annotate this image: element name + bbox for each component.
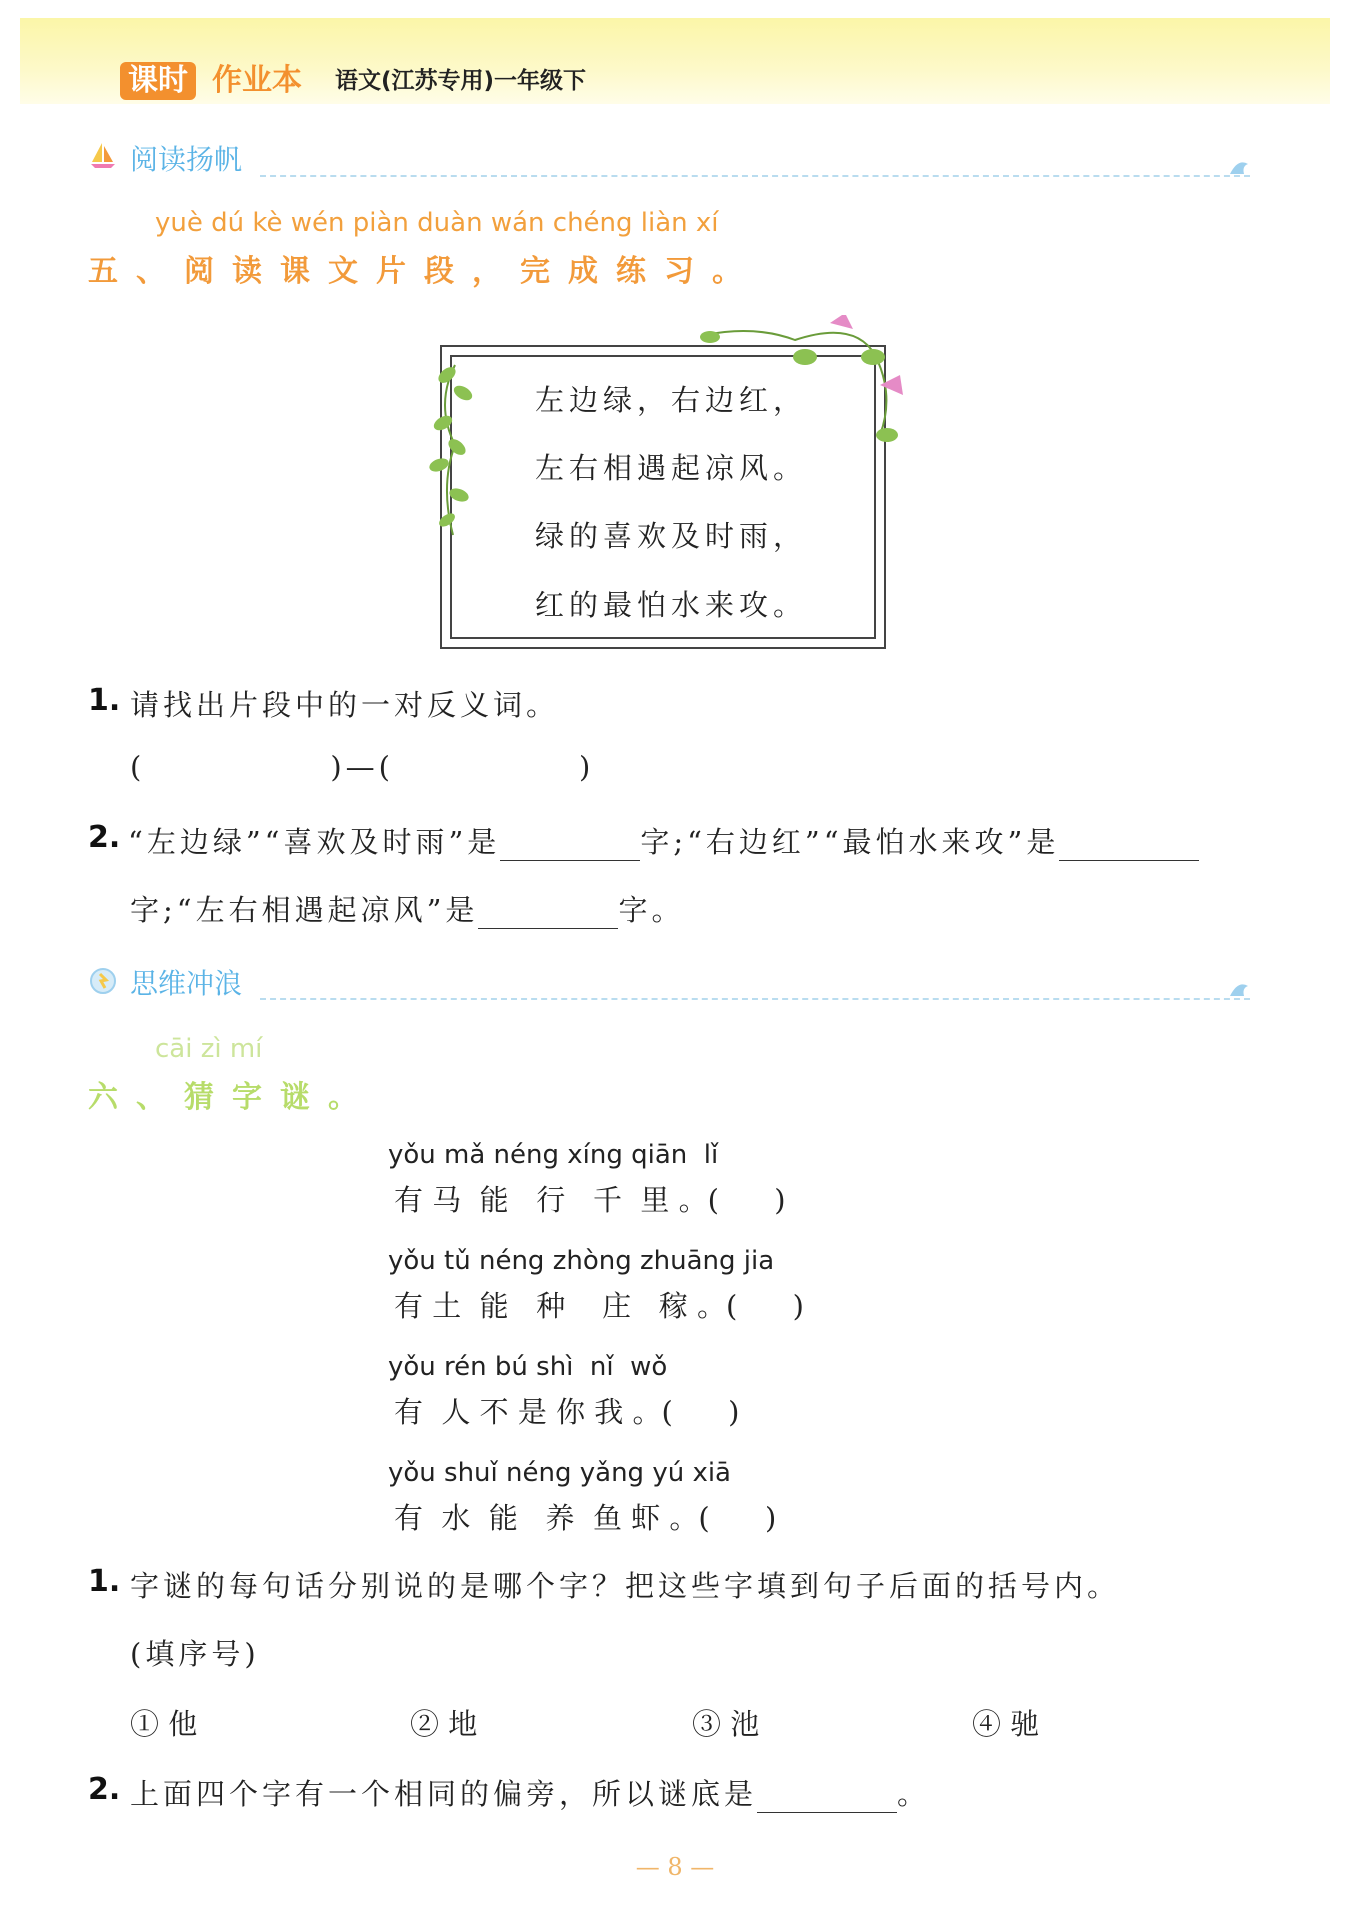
question-number: 1. [88, 683, 121, 718]
riddle-pinyin: yǒu mǎ néng xíng qiān lǐ [388, 1140, 719, 1170]
answer-blank[interactable] [500, 830, 640, 861]
q2-text-part: 字;“右边红”“最怕水来攻”是 [640, 825, 1060, 859]
poem-line: 左边绿，右边红， [535, 383, 808, 417]
antonym-answer-blanks[interactable]: ( )—( ) [130, 750, 595, 784]
q2-text-part: 上面四个字有一个相同的偏旁，所以谜底是 [130, 1777, 758, 1811]
question-text [130, 888, 684, 929]
question-note: (填序号) [130, 1637, 260, 1671]
question-number: 2. [88, 1772, 121, 1807]
riddle-text: 有 土 能 种 庄 稼 。( ) [394, 1289, 804, 1323]
q2-text-part: “左边绿”“喜欢及时雨”是 [128, 825, 501, 859]
poem-line: 绿的喜欢及时雨， [535, 519, 808, 553]
answer-blank[interactable] [1059, 830, 1199, 861]
option-2: ② 地 [410, 1707, 478, 1741]
q2-text-part: 字。 [618, 893, 685, 927]
question-text [130, 1772, 930, 1813]
section-divider [260, 998, 1250, 1000]
question-number: 2. [88, 820, 121, 855]
section-title-thinking: 思维冲浪 [130, 967, 243, 1000]
riddle-text: 有 人 不 是 你 我 。( ) [394, 1395, 740, 1429]
answer-blank[interactable] [757, 1782, 897, 1813]
option-1: ① 他 [130, 1707, 198, 1741]
question-title-5: 五、阅读课文片段，完成练习。 [88, 254, 760, 289]
option-3: ③ 池 [692, 1707, 760, 1741]
brand-logo: 课时 [120, 62, 196, 100]
section-divider [260, 175, 1250, 177]
question-number: 1. [88, 1564, 121, 1599]
poem-line: 左右相遇起凉风。 [535, 451, 808, 485]
question-pinyin: cāi zì mí [155, 1034, 263, 1064]
question-text: 请找出片段中的一对反义词。 [130, 688, 560, 722]
sailboat-icon [88, 140, 118, 170]
question-text: 字谜的每句话分别说的是哪个字？把这些字填到句子后面的括号内。 [130, 1569, 1121, 1603]
q2-text-part: 。 [897, 1777, 931, 1811]
brand-name: 作业本 [212, 63, 302, 98]
riddle-text: 有 水 能 养 鱼 虾 。( ) [394, 1501, 777, 1535]
question-title-6: 六、猜字谜。 [88, 1080, 376, 1115]
option-4: ④ 驰 [972, 1707, 1040, 1741]
wave-icon [1228, 978, 1256, 1000]
riddle-text: 有 马 能 行 千 里 。( ) [394, 1183, 786, 1217]
wave-icon [1228, 156, 1256, 178]
surf-icon [88, 966, 118, 996]
question-text [128, 820, 1199, 861]
q2-text-part: 字;“左右相遇起凉风”是 [130, 893, 479, 927]
question-pinyin: yuè dú kè wén piàn duàn wán chéng liàn xí [155, 208, 719, 238]
page-number: — 8 — [635, 1853, 715, 1881]
subject-label: 语文(江苏专用)一年级下 [335, 68, 587, 94]
section-title-reading: 阅读扬帆 [130, 143, 243, 176]
riddle-pinyin: yǒu tǔ néng zhòng zhuāng jia [388, 1246, 775, 1276]
riddle-pinyin: yǒu shuǐ néng yǎng yú xiā [388, 1458, 731, 1488]
riddle-pinyin: yǒu rén bú shì nǐ wǒ [388, 1352, 668, 1382]
poem-line: 红的最怕水来攻。 [535, 588, 808, 622]
answer-blank[interactable] [478, 898, 618, 929]
